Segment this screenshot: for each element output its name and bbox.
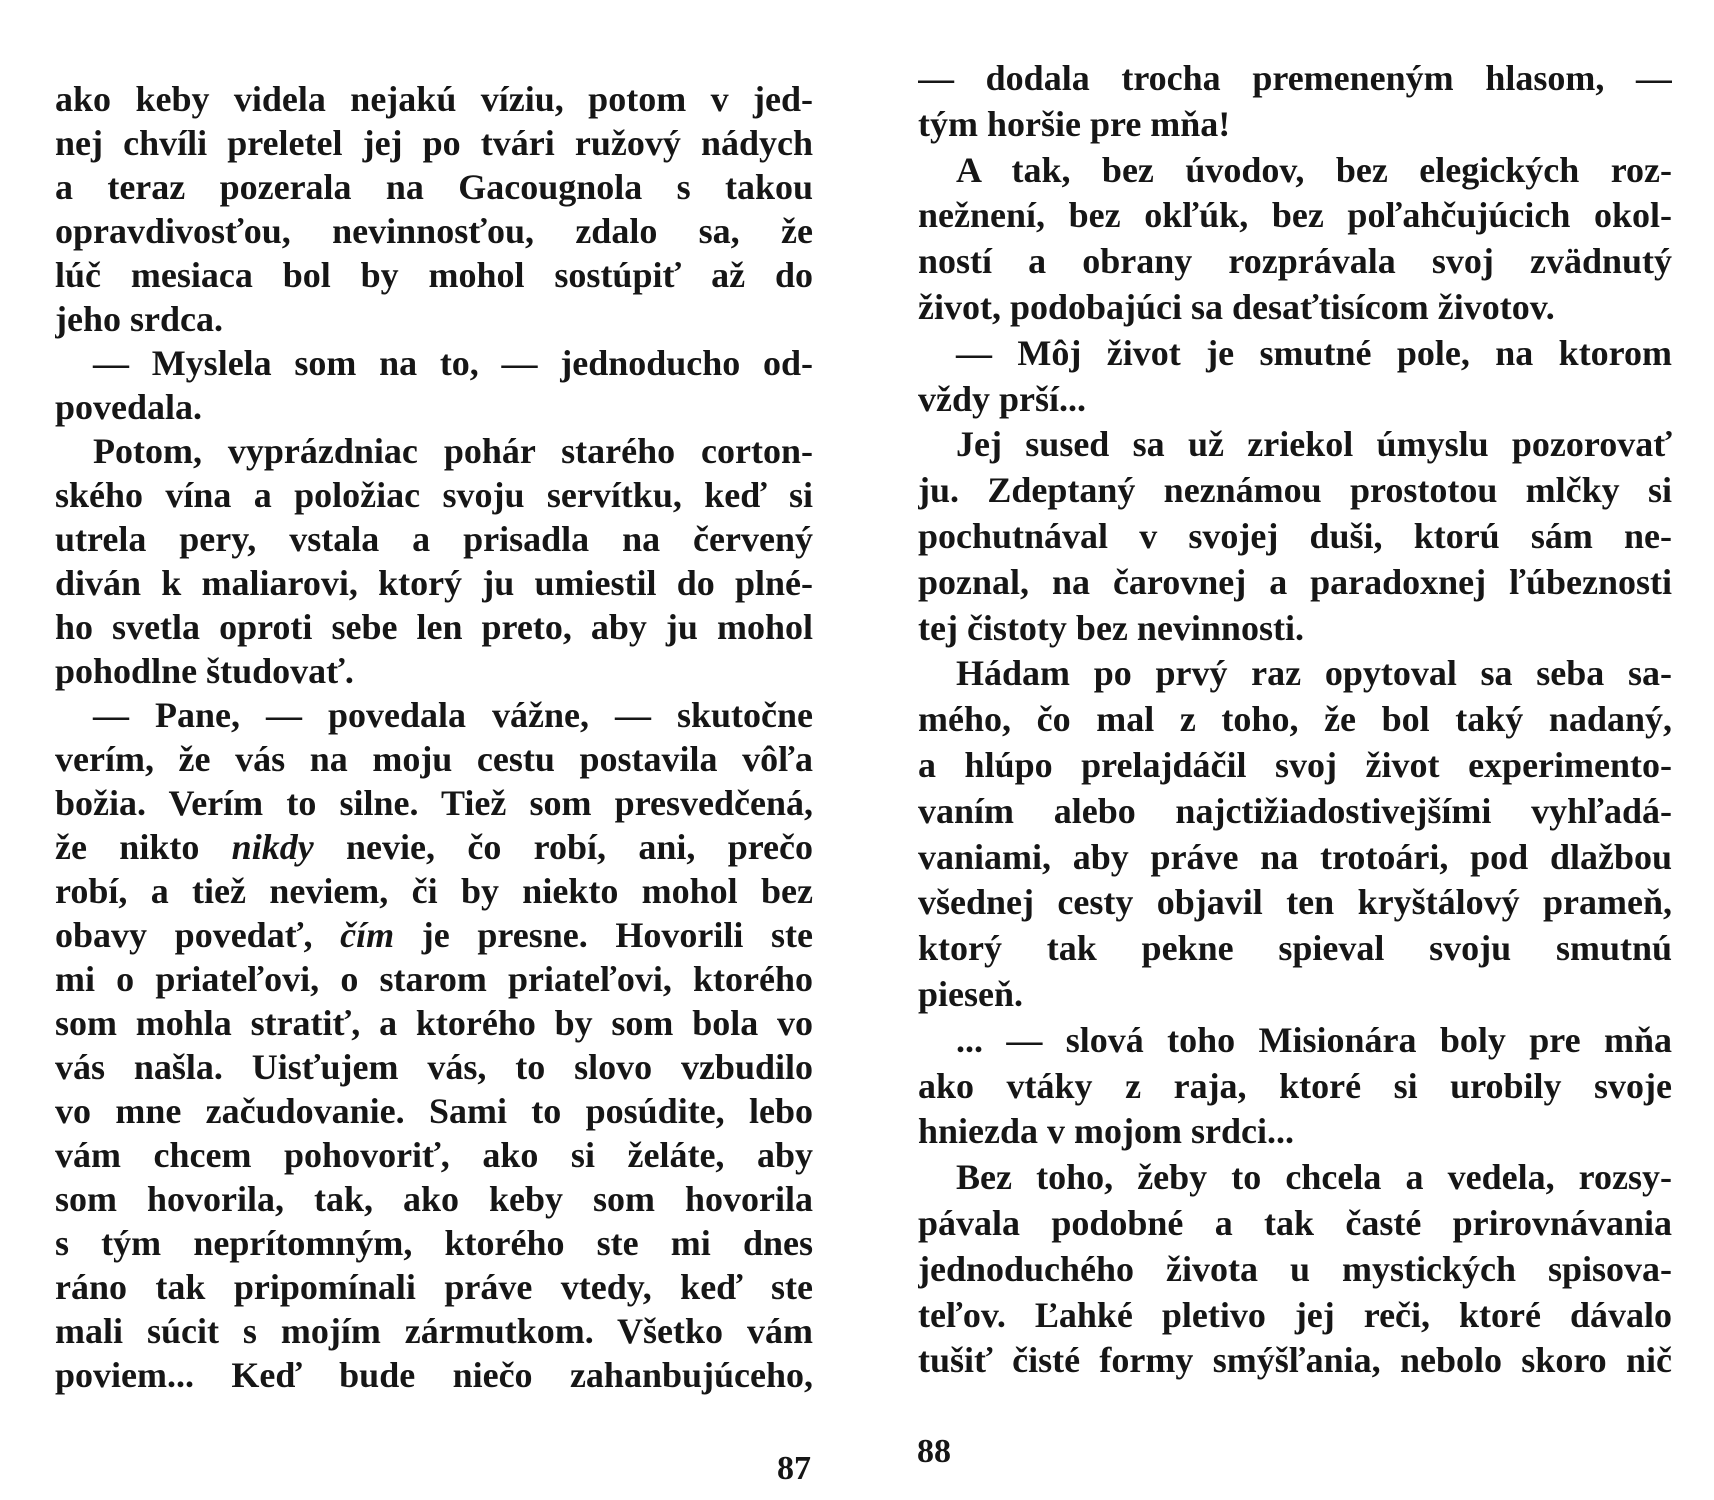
- text-line: robí, a tiež neviem, či by niekto mohol bez: [55, 871, 813, 911]
- text-line: — Pane, — povedala vážne, — skutočne: [93, 695, 813, 735]
- left-page-text-column: [55, 77, 813, 1397]
- text-line: Bez toho, žeby to chcela a vedela, rozsy-: [956, 1157, 1672, 1198]
- text-line: pohodlne študovať.: [55, 651, 354, 691]
- text-line: diván k maliarovi, ktorý ju umiestil do plné-: [55, 563, 813, 603]
- text-line: ako vtáky z raja, ktoré si urobily svoje: [918, 1065, 1672, 1106]
- text-line: verím, že vás na moju cestu postavila vôľa: [55, 739, 813, 779]
- text-line: vaním alebo najctižiadostivejšími vyhľadá-: [918, 790, 1672, 831]
- text-line: vám chcem pohovoriť, ako si želáte, aby: [55, 1135, 813, 1175]
- text-line: som hovorila, tak, ako keby som hovorila: [55, 1179, 813, 1219]
- text-line: povedala.: [55, 387, 203, 427]
- text-line: ho svetla oproti sebe len preto, aby ju mohol: [55, 607, 813, 647]
- right-page-text-column: [918, 56, 1672, 1384]
- text-line: — Myslela som na to, — jednoducho od-: [93, 343, 813, 383]
- text-line: s tým neprítomným, ktorého ste mi dnes: [55, 1223, 813, 1263]
- text-line: tým horšie pre mňa!: [918, 103, 1231, 144]
- text-line: Hádam po prvý raz opytoval sa seba sa-: [956, 653, 1672, 694]
- text-line: teľov. Ľahké pletivo jej reči, ktoré dávalo: [918, 1294, 1672, 1335]
- text-line: pieseň.: [918, 973, 1024, 1014]
- text-line: mého, čo mal z toho, že bol taký nadaný,: [918, 699, 1672, 740]
- text-line: pávala podobné a tak časté prirovnávania: [918, 1202, 1672, 1243]
- text-line: vždy prší...: [918, 378, 1087, 419]
- right-page: [857, 0, 1714, 1500]
- text-line: Potom, vyprázdniac pohár starého corton-: [93, 431, 813, 471]
- text-line: ností a obrany rozprávala svoj zvädnutý: [918, 241, 1672, 282]
- text-line: jeho srdca.: [55, 299, 223, 339]
- text-line: vaniami, aby práve na trotoári, pod dlažbou: [918, 836, 1672, 877]
- text-line: ... — slová toho Misionára boly pre mňa: [956, 1019, 1672, 1060]
- text-line: život, podobajúci sa desaťtisícom životov.: [918, 286, 1555, 327]
- text-line: opravdivosťou, nevinnosťou, zdalo sa, že: [55, 211, 813, 251]
- text-line: [55, 913, 813, 957]
- text-line: A tak, bez úvodov, bez elegických roz-: [956, 149, 1672, 190]
- text-line: pochutnával v svojej duši, ktorú sám ne-: [918, 515, 1672, 556]
- italic-emphasis: čím: [340, 915, 395, 955]
- text-line: lúč mesiaca bol by mohol sostúpiť až do: [55, 255, 813, 295]
- text-line: ského vína a položiac svoju servítku, keď si: [55, 475, 813, 515]
- text-line: vo mne začudovanie. Sami to posúdite, lebo: [55, 1091, 813, 1131]
- text-line: — Môj život je smutné pole, na ktorom: [956, 332, 1672, 373]
- text-line: ktorý tak pekne spieval svoju smutnú: [918, 928, 1672, 969]
- text-line: ráno tak pripomínali práve vtedy, keď ste: [55, 1267, 813, 1307]
- text-line: božia. Verím to silne. Tiež som presvedčená,: [55, 783, 813, 823]
- text-line: — dodala trocha premeneným hlasom, —: [918, 58, 1672, 98]
- text-segment: obavy povedať,: [55, 915, 313, 955]
- text-segment: nevie, čo robí, ani, prečo: [346, 827, 813, 867]
- text-line: hniezda v mojom srdci...: [918, 1111, 1294, 1152]
- text-line: ju. Zdeptaný neznámou prostotou mlčky si: [918, 470, 1672, 511]
- text-line: tušiť čisté formy smýšľania, nebolo skoro nič: [918, 1340, 1672, 1381]
- text-line: som mohla stratiť, a ktorého by som bola vo: [55, 1003, 813, 1043]
- text-segment: že nikto: [55, 827, 200, 867]
- italic-emphasis: nikdy: [231, 827, 314, 867]
- text-line: poviem... Keď bude niečo zahanbujúceho,: [55, 1355, 813, 1395]
- text-line: nej chvíli preletel jej po tvári ružový nádych: [55, 123, 813, 163]
- text-segment: je presne. Hovorili ste: [421, 915, 813, 955]
- text-line: vás našla. Uisťujem vás, to slovo vzbudilo: [55, 1047, 813, 1087]
- text-line: ako keby videla nejakú víziu, potom v jed-: [55, 79, 813, 119]
- text-line: poznal, na čarovnej a paradoxnej ľúbeznosti: [918, 561, 1672, 602]
- text-line: a hlúpo prelajdáčil svoj život experimento-: [918, 744, 1672, 785]
- page-number: 87: [777, 1450, 811, 1487]
- text-line: [55, 825, 813, 869]
- text-line: nežnení, bez okľúk, bez poľahčujúcich okol-: [918, 195, 1672, 236]
- text-line: všednej cesty objavil ten kryštálový prameň,: [918, 882, 1672, 923]
- text-line: mi o priateľovi, o starom priateľovi, ktorého: [55, 959, 813, 999]
- text-line: a teraz pozerala na Gacougnola s takou: [55, 167, 813, 207]
- page-number: 88: [917, 1433, 951, 1470]
- text-line: utrela pery, vstala a prisadla na červený: [55, 519, 813, 559]
- text-line: tej čistoty bez nevinnosti.: [918, 607, 1304, 648]
- text-line: jednoduchého života u mystických spisova-: [918, 1248, 1672, 1289]
- text-line: Jej sused sa už zriekol úmyslu pozorovať: [956, 424, 1672, 465]
- text-line: mali súcit s mojím zármutkom. Všetko vám: [55, 1311, 813, 1351]
